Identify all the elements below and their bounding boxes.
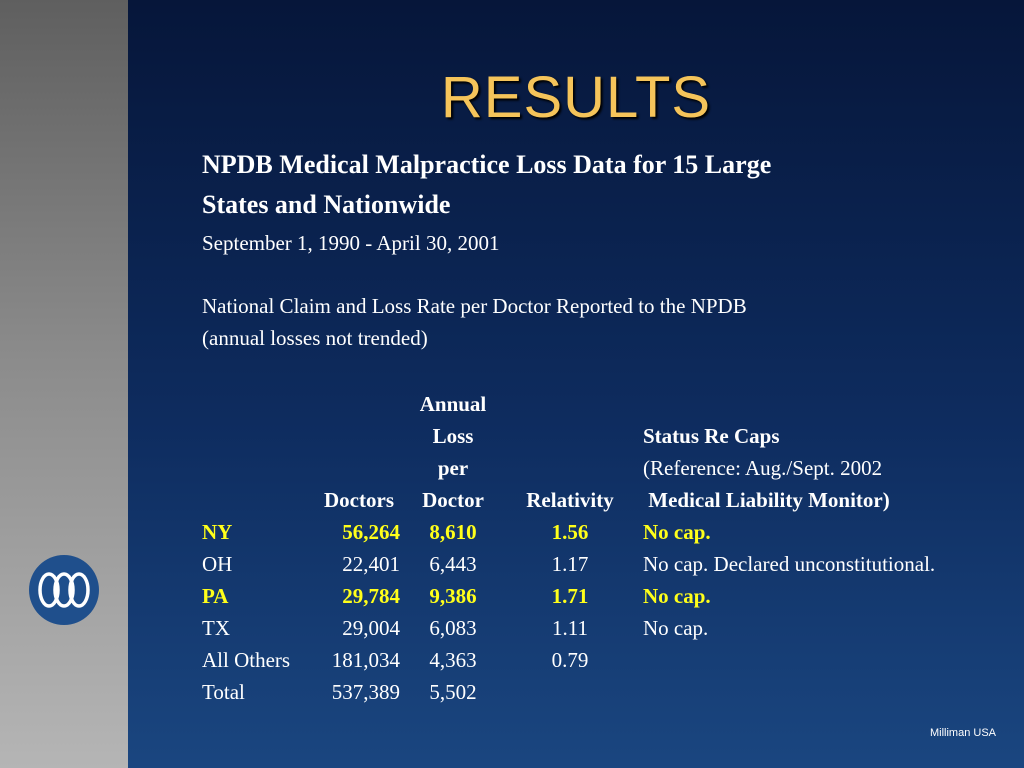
footer-credit: Milliman USA xyxy=(929,727,996,739)
row-state-cell: Total xyxy=(202,680,245,704)
header-loss-line-1: Annual xyxy=(419,392,487,416)
subtitle-line-2: States and Nationwide xyxy=(202,190,451,219)
row-loss-cell: 5,502 xyxy=(429,680,477,704)
header-relativity: Relativity xyxy=(526,488,614,512)
sidebar-panel xyxy=(0,0,128,768)
milliman-logo-icon xyxy=(28,554,100,626)
row-relativity-cell: 0.79 xyxy=(551,648,589,672)
row-relativity-cell: 1.11 xyxy=(552,616,588,640)
row-doctors-cell: 29,004 xyxy=(342,616,400,640)
row-relativity-cell: 1.56 xyxy=(551,520,589,544)
row-state-cell: PA xyxy=(202,584,229,608)
row-status-cell: No cap. Declared unconstitutional. xyxy=(643,552,936,576)
subtitle-line-1: NPDB Medical Malpractice Loss Data for 15 Large xyxy=(202,150,772,179)
row-doctors-cell: 22,401 xyxy=(342,552,400,576)
row-status-cell: No cap. xyxy=(643,616,709,640)
header-status-line-1: Status Re Caps xyxy=(643,424,780,448)
row-doctors-cell: 537,389 xyxy=(331,680,400,704)
row-relativity-cell: 1.71 xyxy=(551,584,589,608)
header-loss-line-4: Doctor xyxy=(422,488,484,512)
row-state-cell: All Others xyxy=(202,648,291,672)
header-status-line-2: (Reference: Aug./Sept. 2002 xyxy=(643,456,883,480)
row-status-cell: No cap. xyxy=(643,520,711,544)
row-relativity-cell: 1.17 xyxy=(551,552,589,576)
row-loss-cell: 8,610 xyxy=(429,520,477,544)
row-loss-cell: 6,443 xyxy=(429,552,477,576)
description-line-1: National Claim and Loss Rate per Doctor Reported to the NPDB xyxy=(202,294,747,318)
row-status-cell: No cap. xyxy=(643,584,711,608)
slide-title: RESULTS xyxy=(440,65,712,130)
row-state-cell: NY xyxy=(202,520,233,544)
row-doctors-cell: 181,034 xyxy=(331,648,400,672)
row-loss-cell: 4,363 xyxy=(429,648,477,672)
header-status-line-3: Medical Liability Monitor) xyxy=(643,488,890,512)
row-loss-cell: 6,083 xyxy=(429,616,477,640)
row-state-cell: OH xyxy=(202,552,233,576)
row-doctors-cell: 29,784 xyxy=(342,584,400,608)
header-loss-line-2: Loss xyxy=(432,424,474,448)
date-range: September 1, 1990 - April 30, 2001 xyxy=(202,231,500,255)
row-state-cell: TX xyxy=(202,616,230,640)
row-loss-cell: 9,386 xyxy=(429,584,477,608)
row-doctors-cell: 56,264 xyxy=(342,520,400,544)
description-line-2: (annual losses not trended) xyxy=(202,326,428,350)
header-doctors: Doctors xyxy=(324,488,394,512)
header-loss-line-3: per xyxy=(437,456,469,480)
